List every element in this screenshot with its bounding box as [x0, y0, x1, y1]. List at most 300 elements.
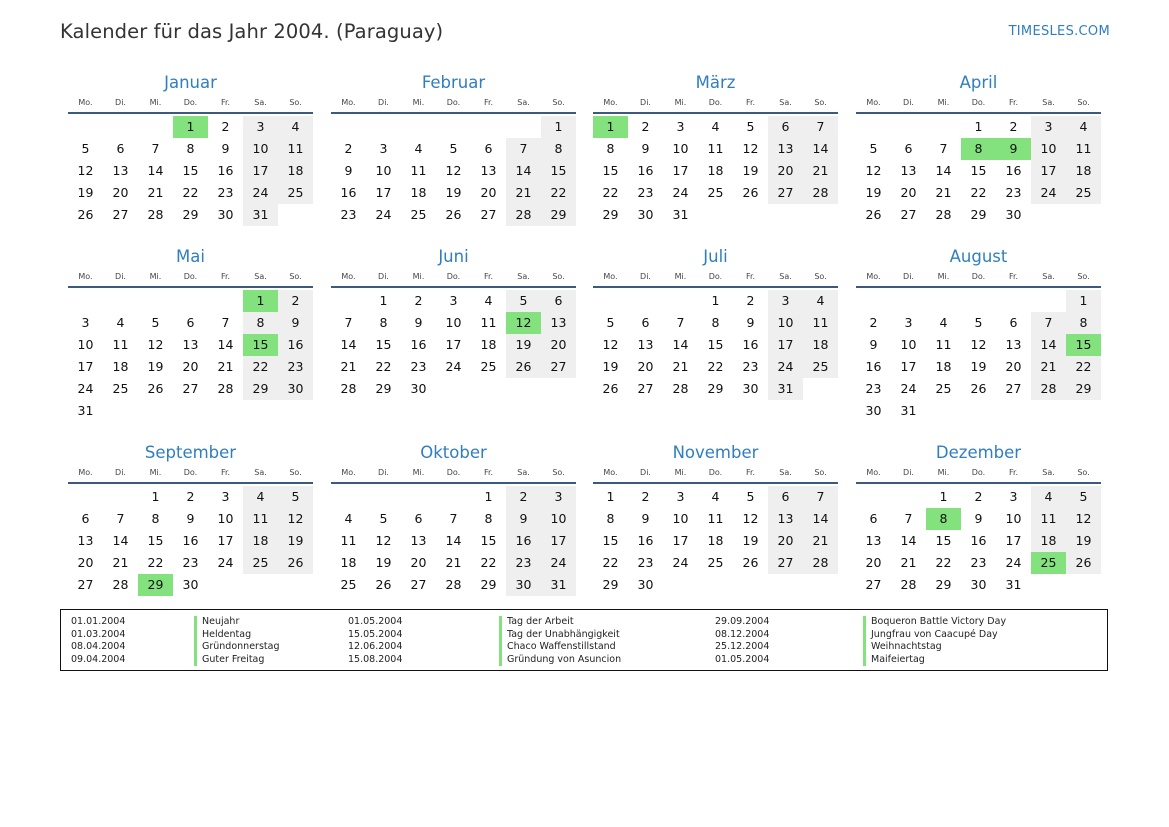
day: 29 [182, 207, 199, 222]
day: 25 [410, 207, 427, 222]
week-row [68, 160, 313, 182]
week-row [68, 138, 313, 160]
weekday-label: Fr. [1008, 468, 1019, 477]
weekday-label: Mi. [149, 98, 162, 107]
day: 4 [484, 293, 493, 308]
weekday-label: Fr. [483, 98, 494, 107]
weekday-label: Mo. [341, 272, 356, 281]
day: 5 [746, 489, 755, 504]
day: 16 [182, 533, 199, 548]
day: 18 [707, 163, 724, 178]
day: 20 [480, 185, 497, 200]
weekend-day: 22 [1066, 356, 1101, 378]
weekday-label: Sa. [779, 98, 792, 107]
empty-cell [768, 204, 803, 226]
empty-cell [103, 116, 138, 138]
week-row [593, 138, 838, 160]
day: 12 [77, 163, 94, 178]
weekend-day: 5 [278, 486, 313, 508]
empty-cell [628, 290, 663, 312]
day: 8 [151, 511, 160, 526]
day: 9 [746, 315, 755, 330]
weekday-label: Fr. [745, 98, 756, 107]
week-row [593, 116, 838, 138]
weekend-day: 25 [1066, 182, 1101, 204]
empty-cell [401, 486, 436, 508]
day: 9 [221, 141, 230, 156]
month-name: Juni [438, 247, 469, 266]
day: 20 [410, 555, 427, 570]
day: 29 [935, 577, 952, 592]
weekday-label: Mi. [674, 272, 687, 281]
day: 7 [676, 315, 685, 330]
month-2 [331, 72, 576, 226]
weekend-day: 28 [803, 552, 838, 574]
day: 15 [480, 533, 497, 548]
weekend-day: 12 [278, 508, 313, 530]
day: 25 [340, 577, 357, 592]
weekend-day: 3 [541, 486, 576, 508]
empty-cell [278, 400, 313, 422]
weekend-day: 27 [768, 182, 803, 204]
day: 27 [112, 207, 129, 222]
weekday-label: Mi. [412, 98, 425, 107]
weekend-day: 7 [803, 116, 838, 138]
day: 10 [77, 337, 94, 352]
day: 20 [865, 555, 882, 570]
header-rule [331, 112, 576, 114]
holiday-name: Chaco Waffenstillstand [499, 641, 621, 654]
weekday-label: Mi. [412, 468, 425, 477]
empty-cell [1066, 574, 1101, 596]
weekday-label: Do. [708, 98, 723, 107]
weekend-day: 4 [803, 290, 838, 312]
week-row [593, 160, 838, 182]
weekday-label: Mi. [674, 98, 687, 107]
month-6 [331, 246, 576, 400]
empty-cell [331, 486, 366, 508]
week-row [68, 356, 313, 378]
day: 1 [711, 293, 720, 308]
day: 2 [344, 141, 353, 156]
weekend-day: 28 [803, 182, 838, 204]
weekend-day: 7 [803, 486, 838, 508]
weekday-label: Mo. [341, 468, 356, 477]
day: 11 [112, 337, 129, 352]
weekday-label: Mi. [937, 98, 950, 107]
day: 22 [707, 359, 724, 374]
weekend-day: 18 [278, 160, 313, 182]
day: 26 [147, 381, 164, 396]
day: 3 [449, 293, 458, 308]
weekend-day: 8 [541, 138, 576, 160]
empty-cell [891, 486, 926, 508]
day: 14 [340, 337, 357, 352]
month-name: April [959, 73, 998, 92]
weekday-header [331, 465, 576, 481]
weekday-label: Mo. [603, 272, 618, 281]
day: 25 [935, 381, 952, 396]
day: 23 [1005, 185, 1022, 200]
day: 5 [869, 141, 878, 156]
weekday-label: So. [289, 272, 302, 281]
day: 22 [935, 555, 952, 570]
day: 23 [410, 359, 427, 374]
day: 17 [445, 337, 462, 352]
day: 20 [77, 555, 94, 570]
weekend-day: 25 [243, 552, 278, 574]
day: 28 [112, 577, 129, 592]
weekday-label: Sa. [517, 98, 530, 107]
day: 24 [1005, 555, 1022, 570]
day: 8 [379, 315, 388, 330]
empty-cell [1031, 204, 1066, 226]
day: 25 [112, 381, 129, 396]
week-row [593, 486, 838, 508]
day: 16 [340, 185, 357, 200]
day: 23 [742, 359, 759, 374]
weekend-day: 15 [541, 160, 576, 182]
week-row [331, 378, 576, 400]
empty-cell [856, 486, 891, 508]
weekday-label: Di. [378, 468, 389, 477]
day: 3 [904, 315, 913, 330]
holiday-name: Tag der Arbeit [499, 616, 621, 629]
day: 28 [340, 381, 357, 396]
weekend-day: 24 [768, 356, 803, 378]
weekend-day: 13 [768, 138, 803, 160]
day: 18 [935, 359, 952, 374]
day: 18 [707, 533, 724, 548]
empty-cell [803, 204, 838, 226]
weekday-label: Mo. [866, 98, 881, 107]
day: 31 [1005, 577, 1022, 592]
weekend-day: 10 [541, 508, 576, 530]
weekend-day: 4 [1066, 116, 1101, 138]
header-rule [331, 482, 576, 484]
week-row [68, 378, 313, 400]
weekday-label: Fr. [220, 272, 231, 281]
weekday-label: Mi. [937, 272, 950, 281]
holiday-date: 08.04.2004 [71, 641, 126, 653]
weekday-label: Di. [640, 272, 651, 281]
empty-cell [278, 574, 313, 596]
day: 28 [445, 577, 462, 592]
day: 19 [742, 533, 759, 548]
site-link[interactable]: TIMESLES.COM [1008, 24, 1110, 39]
day: 8 [606, 511, 615, 526]
holiday-date: 09.04.2004 [71, 653, 126, 665]
day: 11 [707, 511, 724, 526]
weekend-day: 21 [1031, 356, 1066, 378]
empty-cell [698, 574, 733, 596]
weekday-label: Di. [640, 468, 651, 477]
day: 9 [641, 141, 650, 156]
week-row [593, 290, 838, 312]
weekend-day: 17 [541, 530, 576, 552]
weekend-day: 31 [768, 378, 803, 400]
weekend-day: 11 [278, 138, 313, 160]
day: 15 [182, 163, 199, 178]
week-row [593, 182, 838, 204]
day: 12 [742, 141, 759, 156]
holiday-name: Maifeiertag [863, 654, 1006, 667]
day: 17 [900, 359, 917, 374]
weekend-day: 18 [1031, 530, 1066, 552]
weekday-header [68, 269, 313, 285]
day: 6 [904, 141, 913, 156]
week-row [856, 160, 1101, 182]
day: 2 [221, 119, 230, 134]
empty-cell [436, 378, 471, 400]
day: 2 [641, 489, 650, 504]
day: 14 [672, 337, 689, 352]
day: 12 [602, 337, 619, 352]
day: 2 [974, 489, 983, 504]
empty-cell [68, 486, 103, 508]
day: 12 [865, 163, 882, 178]
day: 15 [970, 163, 987, 178]
weekday-label: Di. [115, 468, 126, 477]
header-rule [68, 482, 313, 484]
day: 23 [637, 555, 654, 570]
day: 15 [602, 533, 619, 548]
weekend-day: 11 [1031, 508, 1066, 530]
day: 13 [1005, 337, 1022, 352]
week-row [593, 204, 838, 226]
weekend-day: 14 [803, 138, 838, 160]
day: 3 [676, 119, 685, 134]
empty-cell [996, 290, 1031, 312]
week-row [593, 334, 838, 356]
day: 30 [1005, 207, 1022, 222]
weekend-day: 28 [506, 204, 541, 226]
week-row [856, 574, 1101, 596]
holiday-date: 15.08.2004 [348, 653, 403, 665]
day: 10 [672, 141, 689, 156]
weekend-day: 5 [506, 290, 541, 312]
weekday-label: Do. [708, 272, 723, 281]
month-name: Oktober [420, 443, 487, 462]
day: 7 [221, 315, 230, 330]
day: 3 [81, 315, 90, 330]
day: 13 [865, 533, 882, 548]
day: 7 [449, 511, 458, 526]
weekday-header [856, 269, 1101, 285]
empty-cell [733, 204, 768, 226]
weekday-header [331, 95, 576, 111]
weekday-label: Mo. [866, 272, 881, 281]
month-name: Januar [164, 73, 217, 92]
week-row [856, 138, 1101, 160]
week-row [331, 530, 576, 552]
day: 17 [375, 185, 392, 200]
day: 24 [900, 381, 917, 396]
day: 2 [746, 293, 755, 308]
day: 31 [900, 403, 917, 418]
weekend-day: 17 [768, 334, 803, 356]
month-8 [856, 246, 1101, 422]
day: 5 [746, 119, 755, 134]
header-rule [331, 286, 576, 288]
weekday-label: Do. [446, 98, 461, 107]
day: 30 [742, 381, 759, 396]
weekend-day: 8 [243, 312, 278, 334]
empty-cell [436, 116, 471, 138]
day: 2 [1009, 119, 1018, 134]
empty-cell [138, 116, 173, 138]
empty-cell [891, 116, 926, 138]
month-name: Juli [703, 247, 728, 266]
weekend-day: 9 [506, 508, 541, 530]
empty-cell [138, 290, 173, 312]
weekday-label: Mi. [412, 272, 425, 281]
day: 4 [116, 315, 125, 330]
week-row [331, 508, 576, 530]
month-name: November [672, 443, 759, 462]
weekend-day: 20 [768, 530, 803, 552]
weekday-label: Do. [971, 468, 986, 477]
week-row [68, 312, 313, 334]
day: 10 [445, 315, 462, 330]
week-row [331, 160, 576, 182]
weekend-day: 30 [506, 574, 541, 596]
weekend-day: 14 [803, 508, 838, 530]
weekday-label: Di. [378, 272, 389, 281]
empty-cell [366, 116, 401, 138]
holiday-name: Weihnachtstag [863, 641, 1006, 654]
week-row [856, 400, 1101, 422]
week-row [593, 530, 838, 552]
weekday-label: So. [814, 468, 827, 477]
day: 30 [970, 577, 987, 592]
weekend-day: 2 [278, 290, 313, 312]
weekend-day: 6 [768, 116, 803, 138]
weekday-label: Fr. [220, 468, 231, 477]
weekday-label: Sa. [1042, 272, 1055, 281]
day: 10 [375, 163, 392, 178]
day: 12 [970, 337, 987, 352]
holiday-day: 15 [243, 334, 278, 356]
weekday-label: Mi. [937, 468, 950, 477]
empty-cell [768, 574, 803, 596]
day: 9 [186, 511, 195, 526]
empty-cell [506, 378, 541, 400]
weekday-header [593, 269, 838, 285]
week-row [856, 486, 1101, 508]
weekend-day: 12 [1066, 508, 1101, 530]
day: 7 [904, 511, 913, 526]
week-row [331, 204, 576, 226]
weekend-day: 7 [506, 138, 541, 160]
empty-cell [506, 116, 541, 138]
weekend-day: 24 [1031, 182, 1066, 204]
holiday-day: 29 [138, 574, 173, 596]
day: 23 [340, 207, 357, 222]
day: 1 [606, 489, 615, 504]
weekend-day: 6 [768, 486, 803, 508]
day: 2 [641, 119, 650, 134]
day: 14 [900, 533, 917, 548]
day: 8 [606, 141, 615, 156]
month-name: September [144, 443, 237, 462]
day: 16 [742, 337, 759, 352]
header-rule [593, 286, 838, 288]
weekend-day: 14 [1031, 334, 1066, 356]
day: 31 [77, 403, 94, 418]
day: 16 [637, 533, 654, 548]
day: 15 [935, 533, 952, 548]
day: 23 [182, 555, 199, 570]
day: 29 [602, 207, 619, 222]
day: 30 [637, 207, 654, 222]
day: 10 [900, 337, 917, 352]
day: 22 [480, 555, 497, 570]
day: 29 [602, 577, 619, 592]
day: 13 [480, 163, 497, 178]
day: 6 [186, 315, 195, 330]
day: 2 [186, 489, 195, 504]
holiday-day: 1 [173, 116, 208, 138]
day: 20 [637, 359, 654, 374]
weekend-day: 3 [243, 116, 278, 138]
week-row [68, 400, 313, 422]
week-row [856, 204, 1101, 226]
weekday-label: Fr. [1008, 98, 1019, 107]
empty-cell [208, 290, 243, 312]
empty-cell [1031, 400, 1066, 422]
weekday-label: So. [552, 272, 565, 281]
empty-cell [803, 378, 838, 400]
week-row [68, 486, 313, 508]
month-11 [593, 442, 838, 596]
day: 21 [672, 359, 689, 374]
month-12 [856, 442, 1101, 596]
weekend-day: 6 [541, 290, 576, 312]
legend-names [863, 616, 1006, 666]
day: 26 [602, 381, 619, 396]
day: 23 [865, 381, 882, 396]
weekday-header [856, 465, 1101, 481]
day: 28 [900, 577, 917, 592]
empty-cell [961, 290, 996, 312]
empty-cell [173, 290, 208, 312]
day: 24 [217, 555, 234, 570]
header-rule [856, 112, 1101, 114]
day: 12 [147, 337, 164, 352]
header-rule [68, 112, 313, 114]
holiday-date: 29.09.2004 [715, 616, 770, 627]
empty-cell [1066, 400, 1101, 422]
week-row [331, 552, 576, 574]
weekend-day: 4 [278, 116, 313, 138]
day: 6 [484, 141, 493, 156]
weekend-day: 1 [1066, 290, 1101, 312]
weekday-label: So. [552, 468, 565, 477]
day: 19 [602, 359, 619, 374]
day: 17 [1005, 533, 1022, 548]
day: 25 [707, 555, 724, 570]
day: 13 [112, 163, 129, 178]
empty-cell [1031, 574, 1066, 596]
day: 15 [375, 337, 392, 352]
day: 15 [707, 337, 724, 352]
week-row [331, 138, 576, 160]
day: 20 [900, 185, 917, 200]
empty-cell [926, 400, 961, 422]
weekday-label: So. [289, 98, 302, 107]
empty-cell [926, 116, 961, 138]
